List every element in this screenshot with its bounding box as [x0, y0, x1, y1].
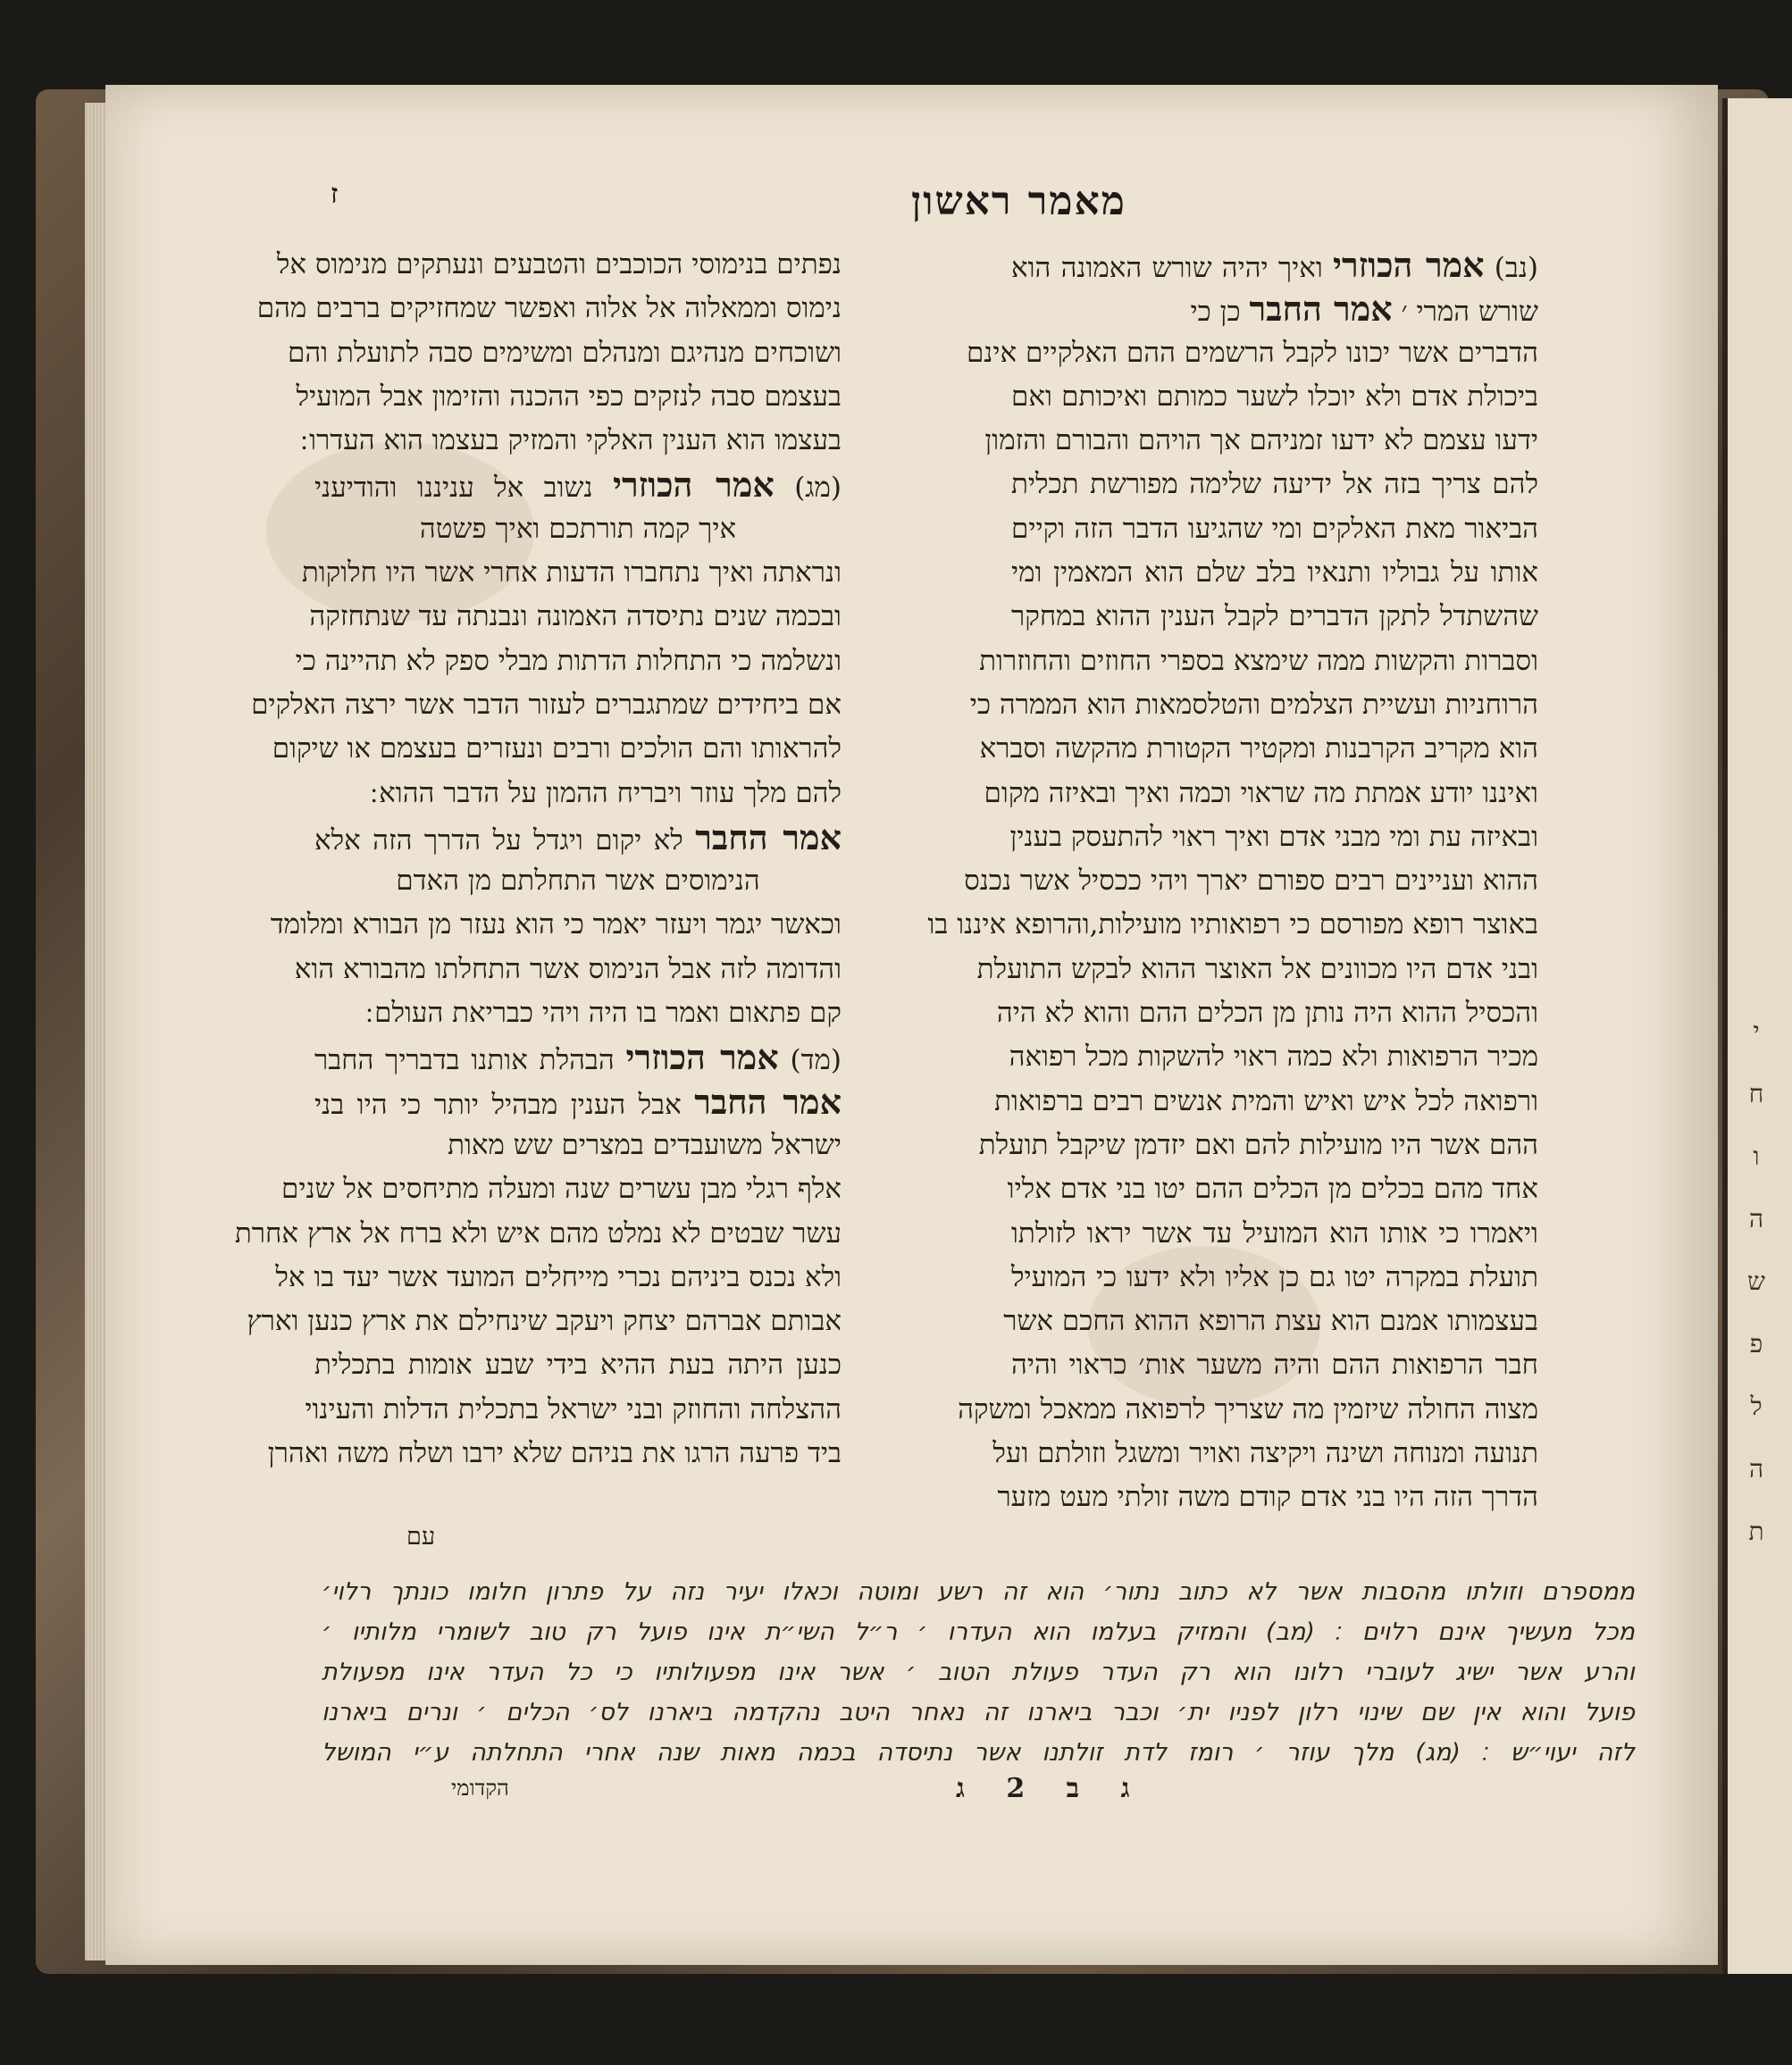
text-line: מכיר הרפואות ולא כמה ראוי להשקות מכל רפואה: [1009, 1041, 1538, 1074]
footnote-line: והרע אשר ישיג לעוברי רלונו הוא רק העדר פעולת הטוב ׳ אשר אינו מפעולותיו כי כל העדר אינו מפעולת: [322, 1659, 1635, 1686]
text-line: אמר החבר לא יקום ויגדל על הדרך הזה אלא: [314, 816, 842, 857]
text-line: וסברות והקשות ממה שימצא בספרי החוזים והחוזרות: [979, 644, 1538, 677]
text-line: (מד) אמר הכוזרי הבהלת אותנו בדבריך החבר: [314, 1037, 842, 1078]
text-line: ביד פרעה הרגו את בניהם שלא ירבו ושלח משה ואהרן: [267, 1437, 842, 1470]
text-line: ובכמה שנים נתיסדה האמונה ונבנתה עד שנתחזקה: [309, 600, 842, 633]
footnote-line: מכל מעשיך אינם רלוים ׃ (מב) והמזיק בעלמו הוא העדרו ׳ ר״ל השי״ת אינו פועל רק טוב לשומרי מלותיו ׳: [322, 1618, 1635, 1646]
text-line: שורש המרי ׳ אמר החבר כן כי: [1190, 288, 1538, 330]
text-line: ונשלמה כי התחלות הדתות מבלי ספק לא תהיינה כי: [295, 644, 842, 677]
text-line: ולא נכנס ביניהם נכרי מייחלים המועד אשר יעד בו אל: [275, 1260, 842, 1293]
text-line: שהשתדל לתקן הדברים לקבל הענין ההוא במחקר: [1011, 600, 1538, 633]
footnote-line: לזה יעוי״ש ׃ (מג) מלך עוזר ׳ רומז לדת זולתנו אשר נתיסדה בכמה מאות שנה אחרי התחלתה ע״י המושל: [322, 1739, 1635, 1767]
text-line: (מג) אמר הכוזרי נשוב אל עניננו והודיעני: [314, 464, 842, 506]
text-line: הביאור מאת האלקים ומי שהגיעו הדבר הזה וקיים: [1011, 512, 1538, 545]
text-line: ישראל משועבדים במצרים שש מאות: [448, 1128, 842, 1161]
page-title: מאמר ראשון: [911, 179, 1126, 224]
text-line: וכאשר יגמר ויעזר יאמר כי הוא נעזר מן הבורא ומלומד: [270, 908, 842, 941]
text-line: נפתים בנימוסי הכוכבים והטבעים ונעתקים מנימוס אל: [276, 248, 842, 280]
text-line: עשר שבטים לא נמלט מהם איש ולא ברח אל ארץ אחרת: [234, 1216, 842, 1250]
margin-letter: פ: [1749, 1329, 1763, 1359]
text-line: להם צריך בזה אל ידיעה שלימה מפורשת תכלית: [1011, 468, 1538, 501]
text-line: ביכולת אדם ולא יוכלו לשער כמותם ואיכותם ואם: [1011, 380, 1538, 413]
text-line: הדברים אשר יכונו לקבל הרשמים ההם האלקיים אינם: [966, 336, 1538, 369]
text-line: ובני אדם היו מכוונים אל האוצר ההוא לבקש התועלת: [976, 952, 1538, 985]
text-line: ונראתה ואיך נתחברו הדעות אחרי אשר היו חלוקות: [301, 556, 842, 589]
printer-signature: ג ב 2 ג: [956, 1773, 1146, 1804]
text-line: בעצמו הוא הענין האלקי והמזיק בעצמו הוא העדרו ׃: [300, 424, 842, 457]
text-line: ידעו עצמם לא ידעו זמניהם אך הויהם והבורם והזמון: [984, 424, 1538, 457]
footer-catchword: הקדומי: [451, 1776, 509, 1801]
text-line: ההם אשר היו מועילות להם ואם יזדמן שיקבל תועלת: [978, 1128, 1538, 1161]
text-line: איך קמה תורתכם ואיך פשטה: [419, 512, 737, 545]
margin-letter: ו: [1753, 1141, 1760, 1171]
text-line: ההצלחה והחוזק ובני ישראל בתכלית הדלות והעינוי: [305, 1392, 842, 1425]
footnotes: [322, 1572, 1635, 1773]
text-line: להם מלך עוזר ויבריח ההמון על הדבר ההוא ׃: [370, 776, 842, 809]
text-line: ההוא ועניינים רבים ספורם יארך ויהי ככסיל אשר נכנס: [964, 865, 1538, 898]
text-line: תועלת במקרה יטו גם כן אליו ולא ידעו כי המועיל: [1011, 1260, 1538, 1293]
facing-page-edge: [1722, 98, 1792, 1974]
facing-page-margin-letters: [1738, 1000, 1774, 1563]
text-line: נימוס וממאלוה אל אלוה ואפשר שמחזיקים ברבים מהם: [256, 292, 842, 325]
text-line: חבר הרפואות ההם והיה משער אות׳ כראוי והיה: [1011, 1349, 1538, 1382]
text-line: קם פתאום ואמר בו היה ויהי כבריאת העולם ׃: [365, 997, 842, 1030]
margin-letter: י: [1753, 1016, 1760, 1046]
margin-letter: ש: [1747, 1267, 1765, 1296]
text-line: אותו על גבוליו ותנאיו בלב שלם הוא המאמין ומי: [1011, 556, 1538, 589]
text-line: ושוכחים מנהיגם ומנהלם ומשימים סבה לתועלת והם: [288, 336, 842, 369]
text-line: להראותו והם הולכים ורבים ונעזרים בעצמם או שיקום: [272, 732, 842, 765]
text-line: אחד מהם בכלים מן הכלים ההם יטו בני אדם אליו: [1007, 1173, 1538, 1206]
text-line: ורפואה לכל איש ואיש והמית אנשים רבים ברפואות: [994, 1084, 1538, 1117]
text-line: ואיננו יודע אמתת מה שראוי וכמה ואיך ובאיזה מקום: [984, 776, 1538, 809]
text-line: ובאיזה עת ומי מבני אדם ואיך ראוי להתעסק בענין: [1009, 820, 1538, 853]
margin-letter: ה: [1748, 1204, 1764, 1233]
text-line: אבותם אברהם יצחק ויעקב שינחילם את ארץ כנען וארץ: [247, 1305, 842, 1338]
margin-letter: ל: [1750, 1392, 1763, 1421]
text-line: מצוה החולה שיזמין מה שצריך לרפואה ממאכל ומשקה: [958, 1392, 1538, 1425]
margin-letter: ח: [1748, 1079, 1764, 1108]
text-line: הרוחניות ועשיית הצלמים והטלסמאות הוא הממרה כי: [969, 688, 1538, 721]
text-line: תנועה ומנוחה ושינה ויקיצה ואויר ומשגל וזולתם ועל: [992, 1437, 1538, 1470]
margin-letter: ה: [1748, 1454, 1764, 1484]
text-column-right: [927, 243, 1539, 1520]
text-line: אלף רגלי מבן עשרים שנה ומעלה מתיחסים אל שנים: [281, 1173, 842, 1206]
text-line: באוצר רופא מפורסם כי רפואותיו מועילות,והרופא איננו בו: [927, 908, 1538, 941]
text-line: הנימוסים אשר התחלתם מן האדם: [396, 865, 760, 898]
text-line: ויאמרו כי אותו הוא המועיל עד אשר יראו לזולתו: [1011, 1216, 1538, 1250]
text-line: הדרך הזה היו בני אדם קודם משה זולתי מעט מזער: [997, 1481, 1538, 1514]
text-line: כנען היתה בעת ההיא בידי שבע אומות בתכלית: [314, 1349, 842, 1382]
page-number: ז: [331, 179, 339, 210]
text-line: (נב) אמר הכוזרי ואיך יהיה שורש האמונה הוא: [1011, 245, 1539, 285]
text-line: והדומה לזה אבל הנימוס אשר התחלתו מהבורא הוא: [294, 952, 842, 985]
catchword: עם: [406, 1523, 436, 1551]
text-line: אמר החבר אבל הענין מבהיל יותר כי היו בני: [314, 1081, 842, 1122]
text-line: בעצמותו אמנם הוא עצת הרופא ההוא החכם אשר: [1003, 1305, 1538, 1338]
text-line: אם ביחידים שמתגברים לעזור הדבר אשר ירצה האלקים: [251, 688, 842, 721]
text-line: בעצמם סבה לנזקים כפי ההכנה והזימון אבל המועיל: [296, 380, 842, 413]
footnote-line: פועל והוא אין שם שינוי רלון לפניו ית׳ וכבר ביארנו זה נאחר היטב נהקדמה ביארנו לס׳ הכלים ׳ ונרים ביארנו: [322, 1699, 1635, 1726]
text-line: הוא מקריב הקרבנות ומקטיר הקטורת מהקשה וסברא: [979, 732, 1538, 765]
margin-letter: ת: [1748, 1517, 1764, 1546]
footnote-line: ממספרם וזולתו מהסבות אשר לא כתוב נתור׳ הוא זה רשע ומוטה וכאלו יעיר נזה על פתרון חלומו כונתך רלוי׳: [322, 1578, 1635, 1606]
text-column-left: [234, 243, 842, 1476]
text-line: והכסיל ההוא היה נותן מן הכלים ההם והוא לא היה: [996, 997, 1538, 1030]
